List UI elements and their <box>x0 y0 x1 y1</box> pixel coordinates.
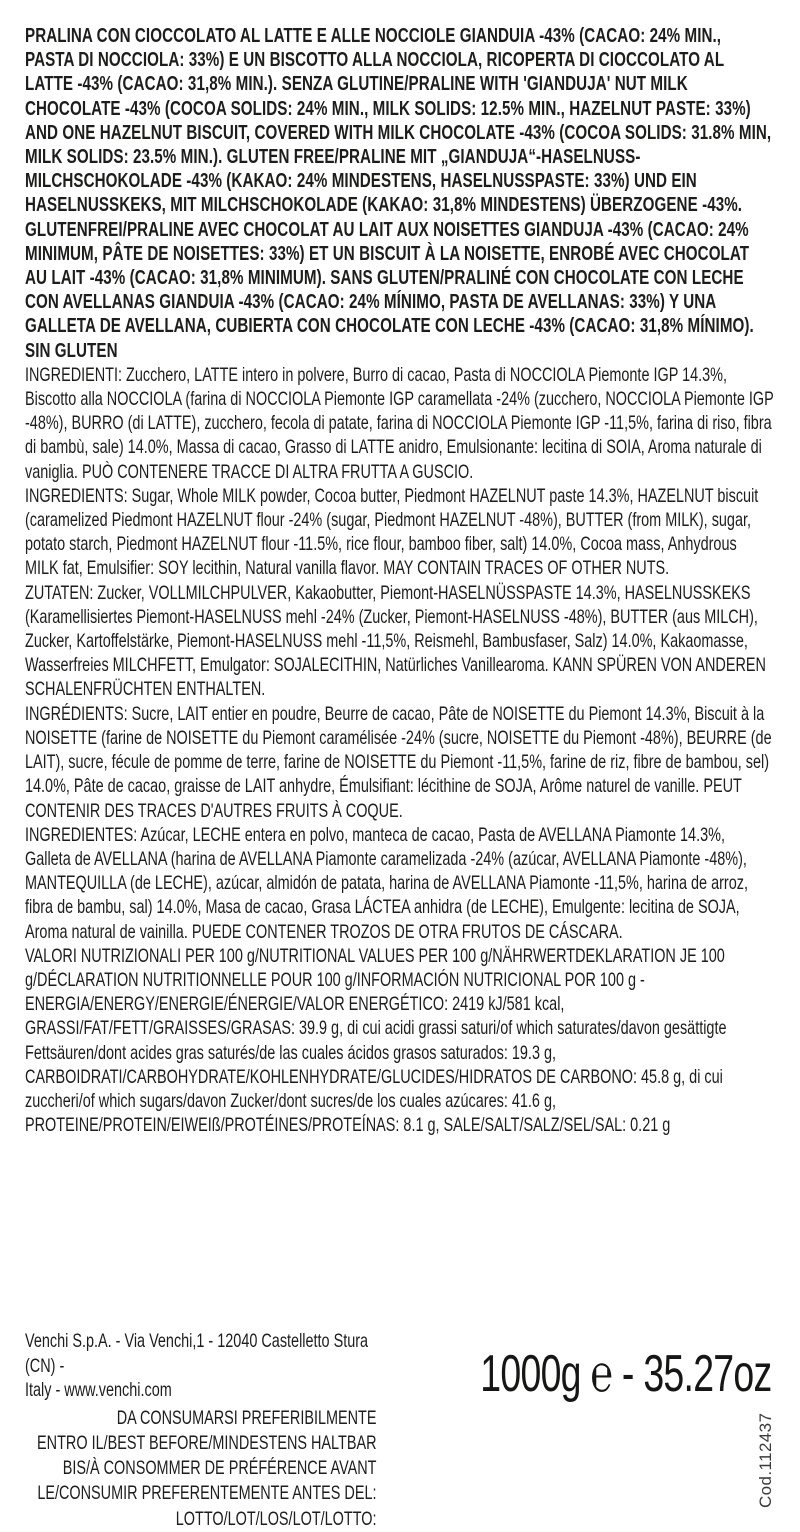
nutrition-line-header: VALORI NUTRIZIONALI PER 100 g/NUTRITIONAL VALUES PER 100 g/NÄHRWERTDEKLARATION JE 100 g/DÉCLARATION NUTRITIONNELLE POUR 100 g/INFORMACIÓN NUTRICIONAL POR 100 g - <box>25 944 725 991</box>
best-before-line-2: ENTRO IL/BEST BEFORE/MINDESTENS HALTBAR <box>37 1431 377 1454</box>
ingredients-paragraph-en: INGREDIENTS: Sugar, Whole MILK powder, Cocoa butter, Piedmont HAZELNUT paste 14.3%, HAZELNUT biscuit (caramelized Piedmont HAZELNUT flour -24% (sugar, Piedmont HAZELNUT -48%), BUTTER (from MILK), sugar, potato starch, Piedmont HAZELNUT flour -11.5%, rice flour, bamboo fiber, salt) 14.0%, Cocoa mass, Anhydrous MILK fat, Emulsifier: SOY lecithin, Natural vanilla flavor. MAY CONTAIN TRACES OF OTHER NUTS. <box>25 484 759 580</box>
ingredients-paragraph-es: INGREDIENTES: Azúcar, LECHE entera en polvo, manteca de cacao, Pasta de AVELLANA Piamonte 14.3%, Galleta de AVELLANA (harina de AVELLANA Piamonte caramelizada -24% (azúcar, AVELLANA Piamonte -48%), MANTEQUILLA (de LECHE), azúcar, almidón de patata, harina de AVELLANA Piamonte -11,5%, harina de arroz, fibra de bambu, sal) 14.0%, Masa de cacao, Grasa LÁCTEA anhidra (de LECHE), Emulgente: lecitina de SOJA, Aroma natural de vainilla. PUEDE CONTENER TROZOS DE OTRA FRUTOS DE CÁSCARA. <box>25 823 748 943</box>
nutrition-line-protein-salt: PROTEINE/PROTEIN/EIWEIß/PROTÉINES/PROTEÍNAS: 8.1 g, SALE/SALT/SALZ/SEL/SAL: 0.21 g <box>25 1114 671 1137</box>
ingredients-paragraph-fr: INGRÉDIENTS: Sucre, LAIT entier en poudre, Beurre de cacao, Pâte de NOISETTE du Piemont 14.3%, Biscuit à la NOISETTE (farine de NOISETTE du Piemont caramélisée -24% (sucre, NOISETTE du Piemont -48%), BEURRE (de LAIT), sucre, fécule de pomme de terre, farine de NOISETTE du Piemont -11,5%, farine de riz, fibre de bambou, sel) 14.0%, Pâte de cacao, graisse de LAIT anhydre, Émulsifiant: lécithine de SOJA, Arôme naturel de vanille. PEUT CONTENIR DES TRACES D'AUTRES FRUITS À COQUE. <box>25 702 772 822</box>
product-description: PRALINA CON CIOCCOLATO AL LATTE E ALLE NOCCIOLE GIANDUIA -43% (CACAO: 24% MIN., PASTA DI NOCCIOLA: 33%) E UN BISCOTTO ALLA NOCCIOLA, RICOPERTA DI CIOCCOLATO AL LATTE -43% (CACAO: 31,8% MIN.). SENZA GLUTINE/PRALINE WITH 'GIANDUJA' NUT MILK CHOCOLATE -43% (COCOA SOLIDS: 24% MIN., MILK SOLIDS: 12.5% MIN., HAZELNUT PASTE: 33%) AND ONE HAZELNUT BISCUIT, COVERED WITH MILK CHOCOLATE -43% (COCOA SOLIDS: 31.8% MIN, MILK SOLIDS: 23.5% MIN.). GLUTEN FREE/PRALINE MIT „GIANDUJA“-HASELNUSS-MILCHSCHOKOLADE -43% (KAKAO: 24% MINDESTENS, HASELNUSSPASTE: 33%) UND EIN HASELNUSSKEKS, MIT MILCHSCHOKOLADE (KAKAO: 31,8% MINDESTENS) ÜBERZOGENE -43%. GLUTENFREI/PRALINE AVEC CHOCOLAT AU LAIT AUX NOISETTES GIANDUJA -43% (CACAO: 24% MINIMUM, PÂTE DE NOISETTES: 33%) ET UN BISCUIT À LA NOISETTE, ENROBÉ AVEC CHOCOLAT AU LAIT -43% (CACAO: 31,8% MINIMUM). SANS GLUTEN/PRALINÉ CON CHOCOLATE CON LECHE CON AVELLANAS GIANDUIA -43% (CACAO: 24% MÍNIMO, PASTA DE AVELLANAS: 33%) Y UNA GALLETA DE AVELLANA, CUBIERTA CON CHOCOLATE CON LECHE -43% (CACAO: 31,8% MÍNIMO). SIN GLUTEN <box>25 24 772 362</box>
nutrition-line-carbohydrate: CARBOIDRATI/CARBOHYDRATE/KOHLENHYDRATE/GLUCIDES/HIDRATOS DE CARBONO: 45.8 g, di cui zuccheri/of which sugars/davon Zucker/dont sucres/de los cuales azúcares: 41.6 g, <box>25 1065 723 1112</box>
nutrition-line-energy: ENERGIA/ENERGY/ENERGIE/ÉNERGIE/VALOR ENERGÉTICO: 2419 kJ/581 kcal, <box>25 993 565 1016</box>
best-before-block <box>25 1406 377 1532</box>
manufacturer-address-line-2: Italy - www.venchi.com <box>25 1379 172 1401</box>
manufacturer-address-line-1: Venchi S.p.A. - Via Venchi,1 - 12040 Castelletto Stura (CN) - <box>25 1330 369 1377</box>
product-code: Cod.112437 <box>756 1412 775 1508</box>
best-before-line-3: BIS/À CONSOMMER DE PRÉFÉRENCE AVANT <box>62 1456 377 1479</box>
lot-number-line: LOTTO/LOT/LOS/LOT/LOTTO: <box>175 1507 377 1530</box>
nutrition-line-fat: GRASSI/FAT/FETT/GRAISSES/GRASAS: 39.9 g, di cui acidi grassi saturi/of which saturates/davon gesättigte Fettsäuren/dont acides gras saturés/de las cuales ácidos grasos saturados: 19.3 g, <box>25 1017 727 1064</box>
label-text-column <box>25 24 774 1137</box>
ingredients-paragraph-de: ZUTATEN: Zucker, VOLLMILCHPULVER, Kakaobutter, Piemont-HASELNÜSSPASTE 14.3%, HASELNUSSKEKS (Karamellisiertes Piemont-HASELNUSS mehl -24% (Zucker, Piemont-HASELNUSS -48%), BUTTER (aus MILCH), Zucker, Kartoffelstärke, Piemont-HASELNUSS mehl -11,5%, Reismehl, Bambusfaser, Salz) 14.0%, Kakaomasse, Wasserfreies MILCHFETT, Emulgator: SOJALECITHIN, Natürliches Vanillearoma. KANN SPÜREN VON ANDEREN SCHALENFRÜCHTEN ENTHALTEN. <box>25 581 766 701</box>
label-footer-left <box>25 1329 377 1532</box>
nutrition-declaration <box>25 944 774 1138</box>
best-before-line-4: LE/CONSUMIR PREFERENTEMENTE ANTES DEL: <box>37 1481 377 1504</box>
best-before-line-1: DA CONSUMARSI PREFERIBILMENTE <box>116 1406 377 1429</box>
net-weight: 1000g ℮ - 35.27oz <box>480 1345 772 1403</box>
ingredients-paragraph-it: INGREDIENTI: Zucchero, LATTE intero in polvere, Burro di cacao, Pasta di NOCCIOLA Piemonte IGP 14.3%, Biscotto alla NOCCIOLA (farina di NOCCIOLA Piemonte IGP caramellata -24% (zucchero, NOCCIOLA Piemonte IGP -48%), BURRO (di LATTE), zucchero, fecola di patate, farina di NOCCIOLA Piemonte IGP -11,5%, farina di riso, fibra di bambù, sale) 14.0%, Massa di cacao, Grasso di LATTE anidro, Emulsionante: lecitina di SOIA, Aroma naturale di vaniglia. PUÒ CONTENERE TRACCE DI ALTRA FRUTTA A GUSCIO. <box>25 363 774 483</box>
